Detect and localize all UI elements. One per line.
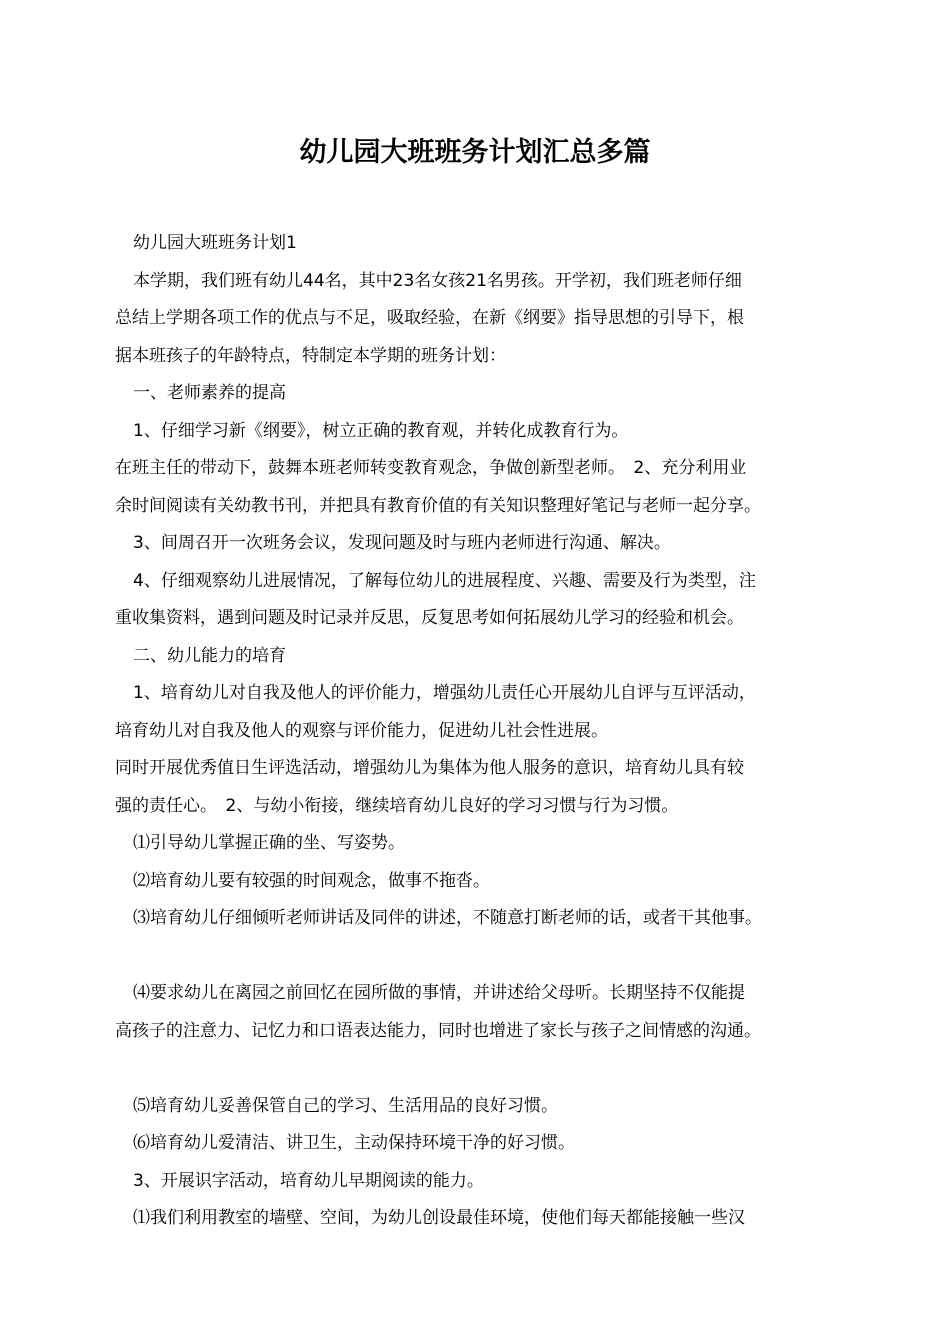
paragraph-line: 3、间周召开一次班务会议，发现问题及时与班内老师进行沟通、解决。: [133, 533, 671, 553]
section-heading: 幼儿园大班班务计划1: [133, 233, 297, 253]
list-item: ⑶培育幼儿仔细倾听老师讲话及同伴的讲述，不随意打断老师的话，或者干其他事。: [133, 908, 762, 928]
paragraph-line: 余时间阅读有关幼教书刊，并把具有教育价值的有关知识整理好笔记与老师一起分享。: [115, 495, 761, 516]
list-item: ⑸培育幼儿妥善保管自己的学习、生活用品的良好习惯。: [133, 1095, 558, 1116]
blank-line: [115, 1050, 855, 1088]
paragraph-line: 培育幼儿对自我及他人的观察与评价能力，促进幼儿社会性进展。: [115, 720, 608, 741]
paragraph-line: 高孩子的注意力、记忆力和口语表达能力，同时也增进了家长与孩子之间情感的沟通。: [115, 1020, 761, 1041]
paragraph-line: 1、仔细学习新《纲要》，树立正确的教育观，并转化成教育行为。: [133, 420, 629, 441]
paragraph-line: 1、培育幼儿对自我及他人的评价能力，增强幼儿责任心开展幼儿自评与互评活动，: [133, 683, 756, 703]
section-heading: 一、老师素养的提高: [133, 383, 286, 403]
list-item: ⑷要求幼儿在离园之前回忆在园所做的事情，并讲述给父母听。长期坚持不仅能提: [133, 983, 745, 1003]
list-item: ⑴引导幼儿掌握正确的坐、写姿势。: [133, 833, 405, 853]
blank-line: [115, 938, 855, 976]
paragraph-line: 强的责任心。 2、与幼小衔接，继续培育幼儿良好的学习习惯与行为习惯。: [115, 795, 679, 816]
list-item: ⑴我们利用教室的墙壁、空间，为幼儿创设最佳环境，使他们每天都能接触一些汉: [133, 1208, 745, 1228]
paragraph-line: 重收集资料，遇到问题及时记录并反思，反复思考如何拓展幼儿学习的经验和机会。: [115, 608, 744, 628]
paragraph-line: 总结上学期各项工作的优点与不足，吸取经验，在新《纲要》指导思想的引导下，根: [115, 308, 744, 328]
paragraph-line: 据本班孩子的年龄特点，特制定本学期的班务计划：: [115, 345, 506, 366]
document-body: [115, 225, 855, 1238]
list-item: ⑵培育幼儿要有较强的时间观念，做事不拖沓。: [133, 870, 490, 891]
list-item: ⑹培育幼儿爱清洁、讲卫生，主动保持环境干净的好习惯。: [133, 1133, 575, 1153]
paragraph-line: 本学期，我们班有幼儿44名，其中23名女孩21名男孩。开学初，我们班老师仔细: [133, 270, 742, 291]
document-title: 幼儿园大班班务计划汇总多篇: [299, 137, 651, 168]
section-heading: 二、幼儿能力的培育: [133, 645, 286, 666]
paragraph-line: 4、仔细观察幼儿进展情况，了解每位幼儿的进展程度、兴趣、需要及行为类型，注: [133, 570, 756, 591]
paragraph-line: 同时开展优秀值日生评选活动，增强幼儿为集体为他人服务的意识，培育幼儿具有较: [115, 758, 744, 778]
paragraph-line: 在班主任的带动下，鼓舞本班老师转变教育观念，争做创新型老师。 2、充分利用业: [115, 458, 747, 478]
paragraph-line: 3、开展识字活动，培育幼儿早期阅读的能力。: [133, 1170, 484, 1191]
